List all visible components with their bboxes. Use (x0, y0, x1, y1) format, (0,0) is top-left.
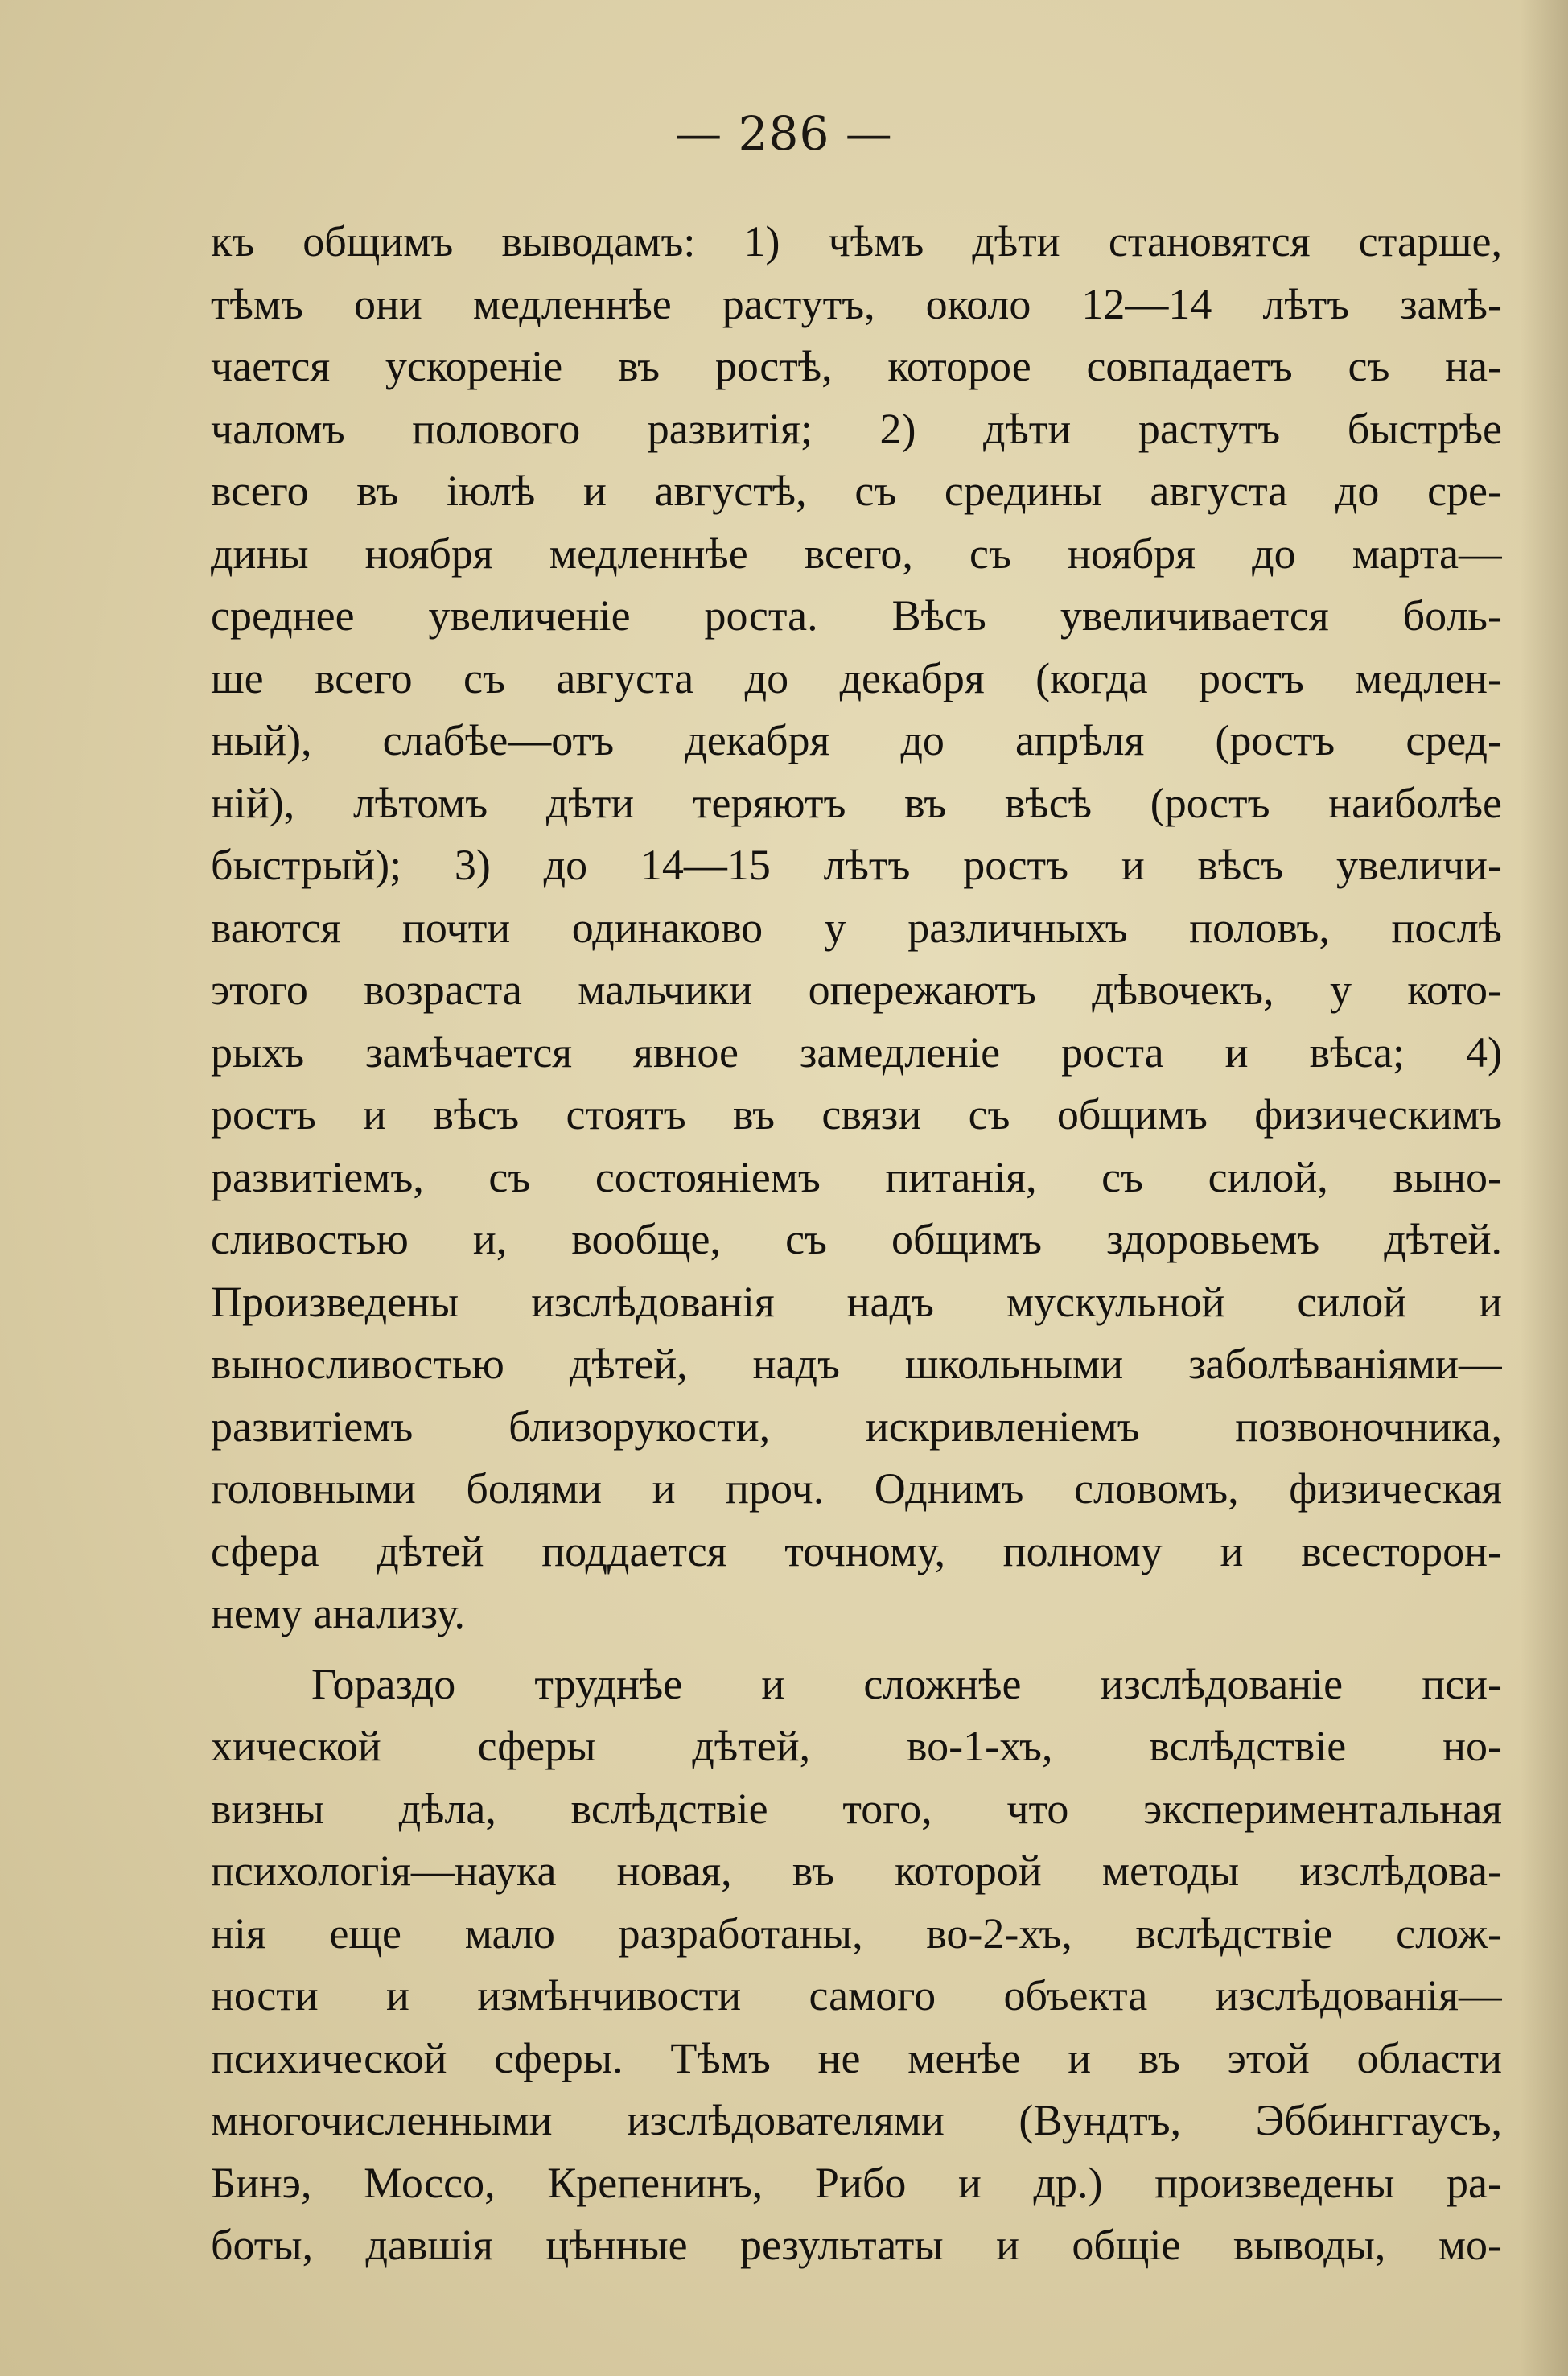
text-line: этого возраста мальчики опережаютъ дѣвочекъ, у кото- (211, 966, 1502, 1014)
text-line: психической сферы. Тѣмъ не менѣе и въ этой области (211, 2033, 1502, 2082)
text-line: нія еще мало разработаны, во-2-хъ, вслѣдствіе слож- (211, 1909, 1502, 1958)
text-line: ше всего съ августа до декабря (когда ростъ медлен- (211, 653, 1502, 702)
text-line: рыхъ замѣчается явное замедленіе роста и вѣса; 4) (211, 1027, 1502, 1077)
text-line: развитіемъ близорукости, искривленіемъ позвоночника, (211, 1402, 1502, 1451)
text-line: ваются почти одинаково у различныхъ половъ, послѣ (211, 903, 1502, 952)
text-line: нему анализу. (211, 1589, 465, 1637)
text-line: къ общимъ выводамъ: 1) чѣмъ дѣти становятся старше, (211, 217, 1502, 266)
page-number: — 286 — (675, 106, 893, 161)
text-line: тѣмъ они медленнѣе растутъ, около 12—14 лѣтъ замѣ- (211, 279, 1502, 328)
text-line: ный), слабѣе—отъ декабря до апрѣля (ростъ сред- (211, 716, 1502, 764)
text-line: быстрый); 3) до 14—15 лѣтъ ростъ и вѣсъ увеличи- (211, 841, 1502, 889)
text-line: всего въ іюлѣ и августѣ, съ средины августа до сре- (211, 467, 1502, 515)
text-line: визны дѣла, вслѣдствіе того, что экспериментальная (211, 1784, 1502, 1833)
text-line: выносливостью дѣтей, надъ школьными заболѣваніями— (211, 1340, 1502, 1388)
paragraph-gap (211, 1645, 1502, 1653)
text-line: среднее увеличеніе роста. Вѣсъ увеличивается боль- (211, 591, 1502, 640)
text-line: боты, давшія цѣнные результаты и общіе выводы, мо- (211, 2221, 1502, 2269)
page-edge-shadow (1520, 0, 1568, 2376)
text-line: головными болями и проч. Однимъ словомъ, физическая (211, 1464, 1502, 1513)
text-line: Гораздо труднѣе и сложнѣе изслѣдованіе пси- (311, 1659, 1502, 1708)
text-line: сливостью и, вообще, съ общимъ здоровьемъ дѣтей. (211, 1215, 1502, 1263)
paragraph-1 (211, 211, 1502, 1645)
paragraph-2 (211, 1653, 1502, 2277)
text-line: чаломъ полового развитія; 2) дѣти растутъ быстрѣе (211, 404, 1502, 453)
text-line: психологія—наука новая, въ которой методы изслѣдова- (211, 1847, 1502, 1895)
text-line: хической сферы дѣтей, во-1-хъ, вслѣдствіе но- (211, 1722, 1502, 1770)
text-line: многочисленными изслѣдователями (Вундтъ, Эббинггаусъ, (211, 2096, 1502, 2144)
text-line: ростъ и вѣсъ стоятъ въ связи съ общимъ физическимъ (211, 1090, 1502, 1139)
text-line: ній), лѣтомъ дѣти теряютъ въ вѣсѣ (ростъ наиболѣе (211, 778, 1502, 827)
text-line: чается ускореніе въ ростѣ, которое совпадаетъ съ на- (211, 342, 1502, 390)
text-line: дины ноября медленнѣе всего, съ ноября до марта— (211, 529, 1502, 578)
text-line: Произведены изслѣдованія надъ мускульной силой и (211, 1277, 1502, 1326)
text-body (211, 211, 1502, 2277)
text-line: развитіемъ, съ состояніемъ питанія, съ силой, выно- (211, 1152, 1502, 1201)
text-line: сфера дѣтей поддается точному, полному и всесторон- (211, 1526, 1502, 1575)
text-line: ности и измѣнчивости самого объекта изслѣдованія— (211, 1971, 1502, 2020)
text-line: Бинэ, Моссо, Крепенинъ, Рибо и др.) произведены ра- (211, 2158, 1502, 2207)
